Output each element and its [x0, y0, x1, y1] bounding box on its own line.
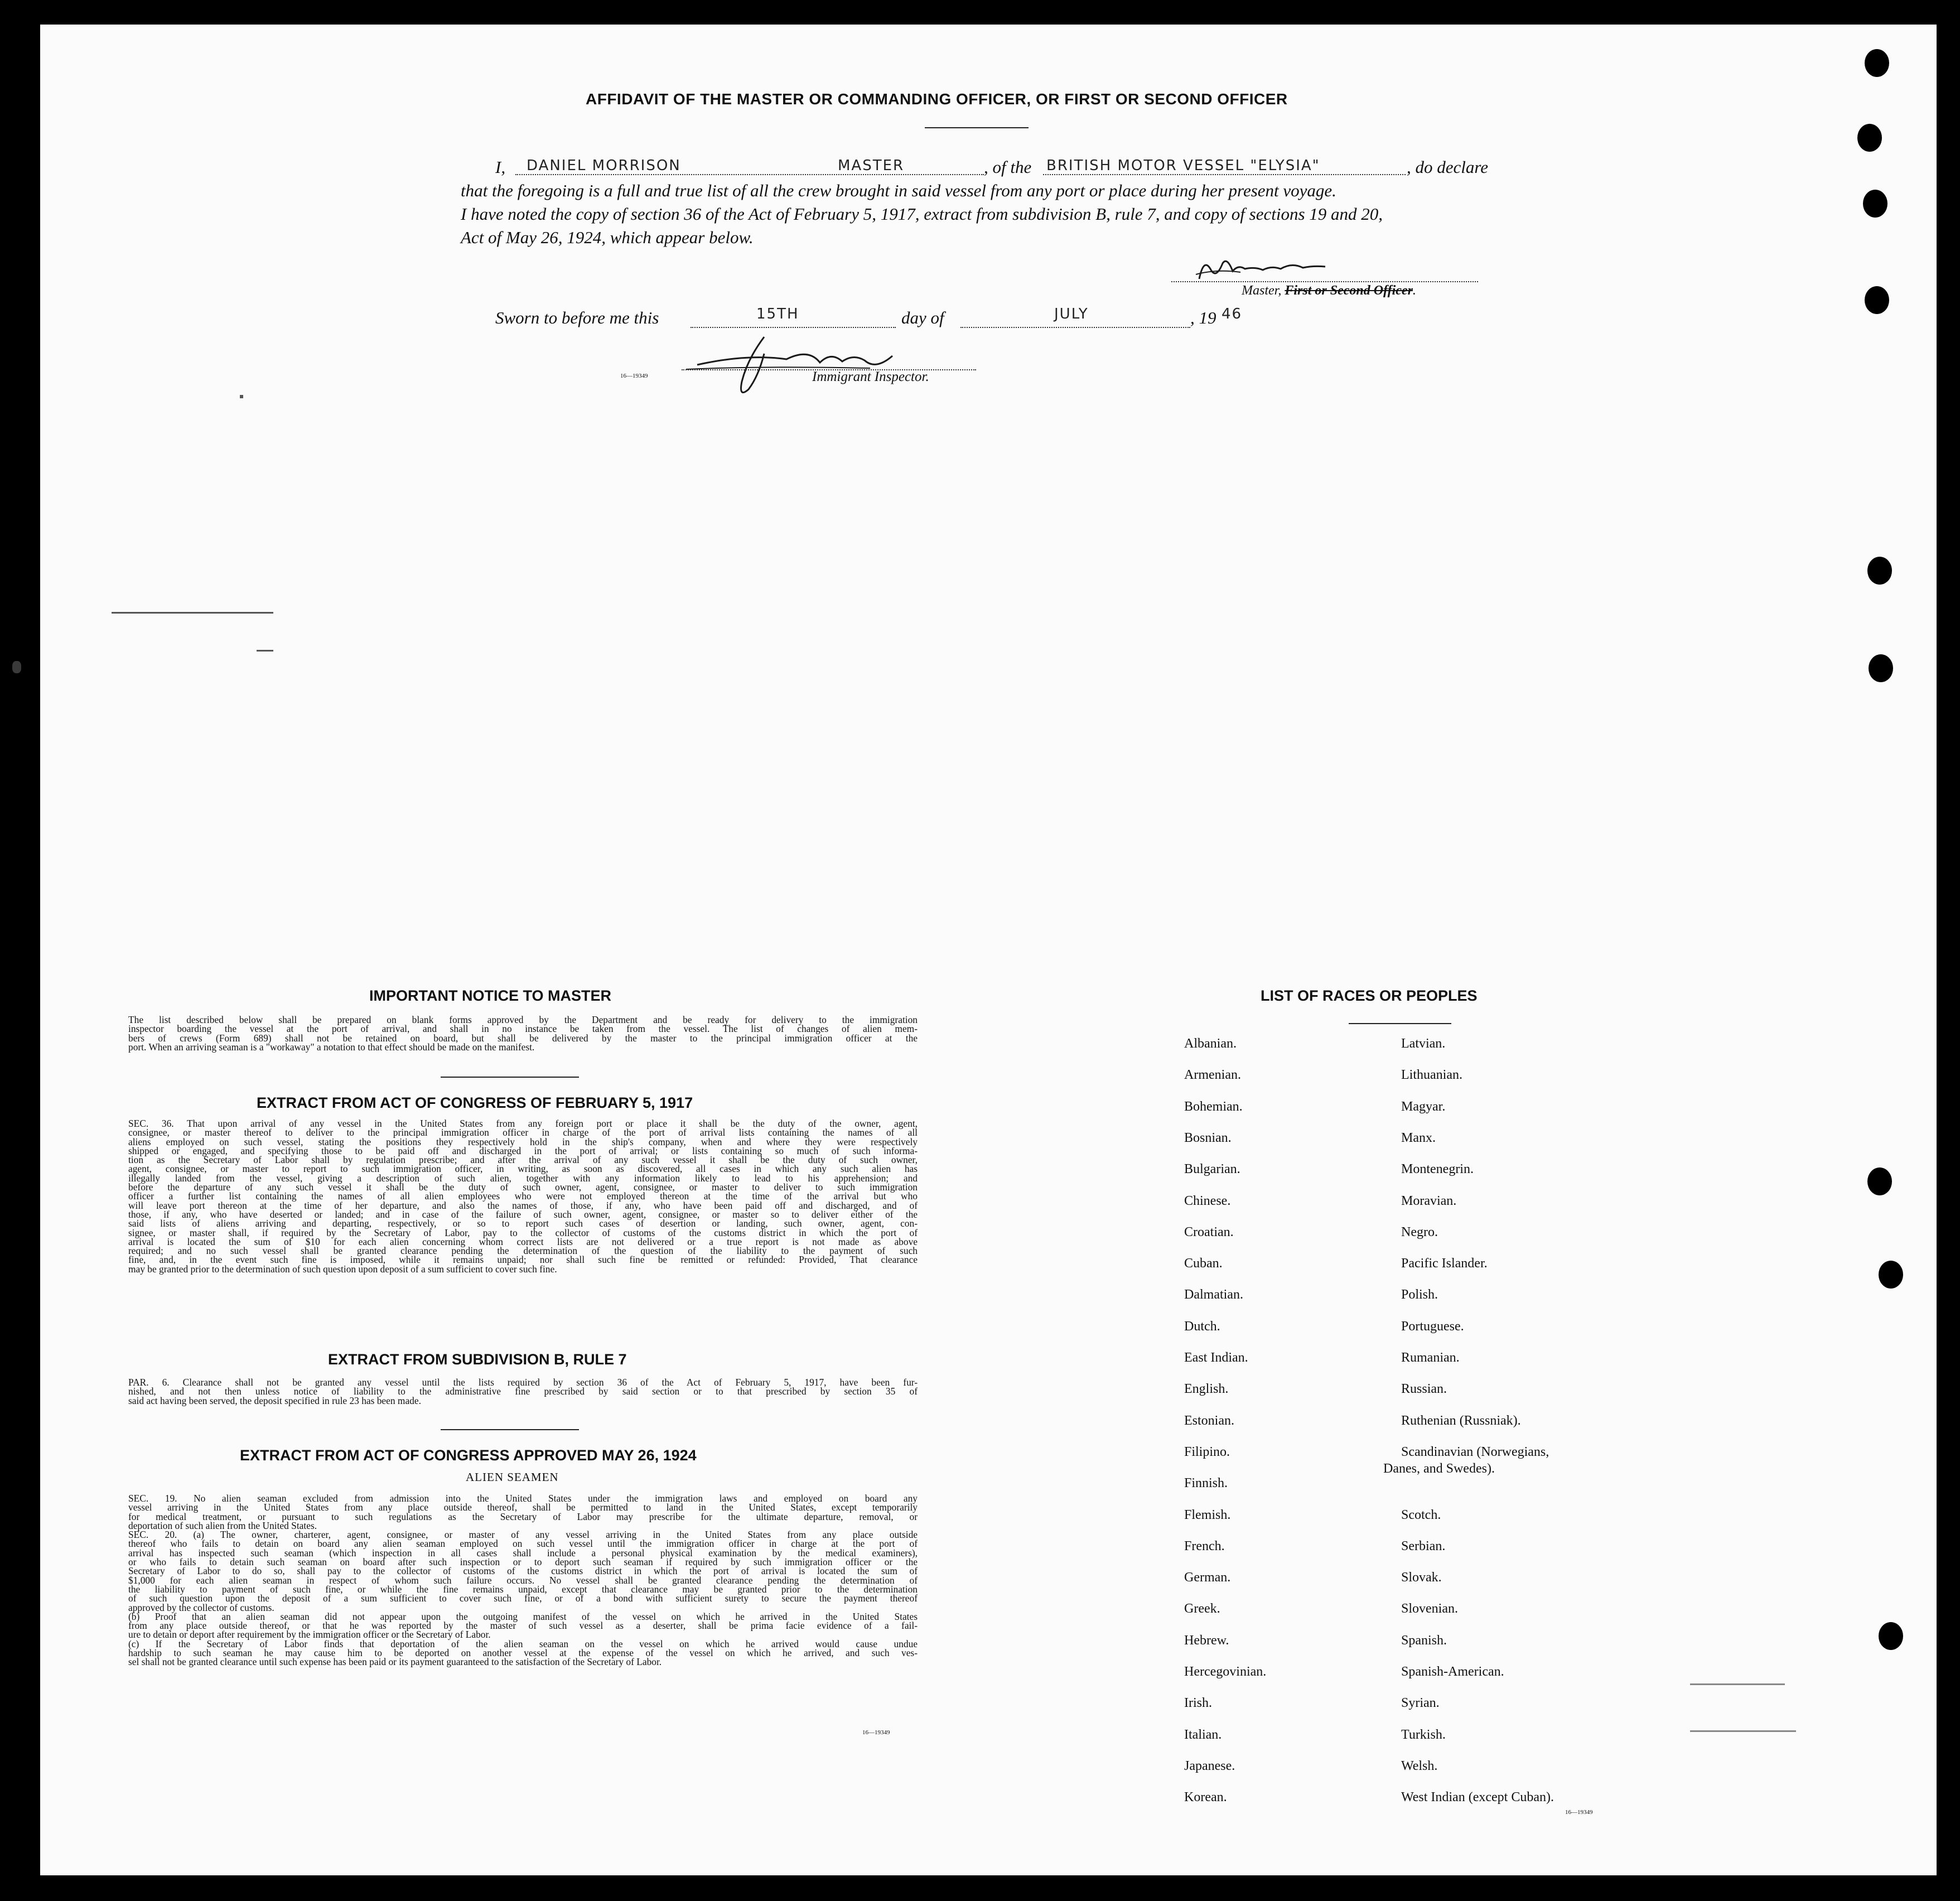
- extract-rule7-title: EXTRACT FROM SUBDIVISION B, RULE 7: [328, 1351, 627, 1368]
- binder-hole: [1865, 286, 1889, 314]
- race-item: English.: [1184, 1382, 1229, 1397]
- sworn-day: 15TH: [756, 306, 799, 322]
- text-line: or who fails to detain such seaman on board after such inspection or to deport such seaman if required by such immigration officer or the: [128, 1556, 918, 1568]
- binder-hole: [1857, 124, 1882, 152]
- extract-1924-text: [128, 1494, 918, 1667]
- race-item: Ruthenian (Russniak).: [1401, 1413, 1521, 1428]
- text-line: vessel arriving in the United States from any place outside thereof, shall be permitted to land in the United States, except temporarily: [128, 1502, 918, 1513]
- race-item: Spanish-American.: [1401, 1664, 1504, 1679]
- race-item: Hercegovinian.: [1184, 1664, 1267, 1679]
- race-item: Welsh.: [1401, 1758, 1438, 1773]
- notice-text: [128, 1015, 918, 1051]
- inspector-signature-line: [682, 353, 976, 370]
- race-item: Bulgarian.: [1184, 1162, 1240, 1177]
- vessel-name: BRITISH MOTOR VESSEL "ELYSIA": [1046, 157, 1320, 174]
- text-line: before the departure of any such vessel it shall be the duty of such owner, agent, consignee, or master to deliver to such immigration: [128, 1181, 918, 1193]
- stray-mark: [257, 650, 273, 652]
- alien-seamen-subtitle: ALIEN SEAMEN: [466, 1470, 559, 1484]
- text-line: agent, consignee, or master to report to such immigration officer, in writing, as soon as discovered, all cases in which any such alien has: [128, 1163, 918, 1175]
- race-item: Filipino.: [1184, 1444, 1230, 1459]
- affidavit-form-number: 16—19349: [620, 373, 648, 379]
- declaration-line-4: Act of May 26, 1924, which appear below.: [461, 228, 754, 247]
- race-item: Manx.: [1401, 1130, 1436, 1145]
- binder-hole: [1869, 654, 1893, 682]
- races-form-number: 16—19349: [1565, 1809, 1593, 1816]
- text-line: illegally landed from the vessel, giving a description of such alien, together with any information likely to lead to his apprehension; and: [128, 1172, 918, 1184]
- text-line: SEC. 36. That upon arrival of any vessel in the United States from any foreign port or place it shall be the duty of the owner, agent,: [128, 1118, 918, 1129]
- of-the-label: , of the: [984, 157, 1032, 177]
- text-line: shipped or engaged, and specifying those to be paid off and discharged in the port of arrival; or lists containing so much of such informa-: [128, 1145, 918, 1156]
- race-item: Pacific Islander.: [1401, 1256, 1488, 1271]
- race-item: Slovenian.: [1401, 1601, 1458, 1617]
- declare-label: , do declare: [1407, 157, 1489, 177]
- race-item: Greek.: [1184, 1601, 1220, 1617]
- race-item: Estonian.: [1184, 1413, 1234, 1428]
- inspector-label: Immigrant Inspector.: [812, 369, 929, 384]
- text-line: of such question upon the deposit of a sum sufficient to cover such fine, or of a bond with sufficient surety to secure the payment thereof: [128, 1593, 918, 1604]
- races-title: LIST OF RACES OR PEOPLES: [1261, 987, 1478, 1004]
- stray-mark: [1690, 1683, 1785, 1685]
- signature-role: [1242, 283, 1416, 298]
- race-item: Hebrew.: [1184, 1633, 1229, 1648]
- race-item: Portuguese.: [1401, 1319, 1464, 1334]
- declaration-prefix: I,: [495, 157, 506, 177]
- race-item: Cuban.: [1184, 1256, 1223, 1271]
- sworn-label: Sworn to before me this: [495, 308, 659, 327]
- text-line: (b) Proof that an alien seaman did not appear upon the outgoing manifest of the vessel on which he arrived in the United States: [128, 1610, 918, 1622]
- text-line: deportation of such alien from the United States.: [128, 1519, 317, 1531]
- text-line: PAR. 6. Clearance shall not be granted any vessel until the lists required by section 36 of the Act of February 5, 1917, have been fur-: [128, 1377, 918, 1388]
- text-line: aliens employed on such vessel, stating the positions they respectively hold in the ship's company, when and where they were respectively: [128, 1136, 918, 1147]
- text-line: Secretary of Labor to do so, shall pay to the collector of customs of the customs district in which the port of arrival is located the sum of: [128, 1565, 918, 1577]
- text-line: required; and no such vessel shall be granted clearance pending the determination of the question of the liability to the payment of such: [128, 1245, 918, 1257]
- text-line: signee, or master shall, if required by the Secretary of Labor, pay to the collector of customs of the customs district in which the port of: [128, 1227, 918, 1238]
- race-item: Irish.: [1184, 1696, 1212, 1711]
- sworn-year: 46: [1222, 306, 1243, 322]
- affidavit-title: AFFIDAVIT OF THE MASTER OR COMMANDING OFFICER, OR FIRST OR SECOND OFFICER: [586, 90, 1288, 108]
- notice-line: The list described below shall be prepared on blank forms approved by the Department and be ready for delivery to the immigration: [128, 1014, 918, 1025]
- stray-mark: [112, 612, 273, 614]
- role-struck-label: First or Second Officer: [1285, 283, 1413, 298]
- role-master-label: Master,: [1242, 283, 1282, 298]
- race-item: Polish.: [1401, 1287, 1438, 1302]
- role-end: .: [1412, 283, 1416, 298]
- race-item: Finnish.: [1184, 1476, 1228, 1491]
- text-line: ure to detain or deport after requirement by the immigration officer or the Secretary of Labor.: [128, 1629, 491, 1641]
- master-rank: MASTER: [838, 157, 905, 174]
- text-line: arrival has inspected such seaman (which inspection in all cases shall include a personal physical examination by the medical examiners),: [128, 1547, 918, 1559]
- declaration-line-2: that the foregoing is a full and true list of all the crew brought in said vessel from any port or place during her present voyage.: [461, 181, 1336, 200]
- race-item: Korean.: [1184, 1790, 1227, 1805]
- text-line: nished, and not then unless notice of liability to the administrative fine prescribed by said section or to that prescribed by section 35 of: [128, 1386, 918, 1397]
- text-line: may be granted prior to the determination of such question upon deposit of a sum sufficient to cover such fine.: [128, 1263, 557, 1275]
- text-line: thereof who fails to detain on board any alien seaman employed on such vessel until the immigration officer in charge at the port of: [128, 1538, 918, 1550]
- race-item: Italian.: [1184, 1727, 1222, 1742]
- binder-hole: [1879, 1261, 1903, 1289]
- text-line: approved by the collector of customs.: [128, 1601, 274, 1613]
- text-line: sel shall not be granted clearance until such expense has been paid or its payment guaranteed to the satisfaction of the Secretary of Labor.: [128, 1656, 662, 1668]
- text-line: said lists of aliens arriving and departing, respectively, or so to report such cases of desertion or landing, such owner, agent, con-: [128, 1218, 918, 1229]
- master-signature-line: [1171, 264, 1478, 282]
- title-underline: [925, 127, 1029, 128]
- race-item: Rumanian.: [1401, 1350, 1460, 1365]
- race-item: Bohemian.: [1184, 1099, 1243, 1114]
- race-item: Dutch.: [1184, 1319, 1220, 1334]
- sworn-month: JULY: [1054, 306, 1089, 322]
- race-item: Japanese.: [1184, 1758, 1235, 1773]
- binder-hole: [1867, 557, 1892, 585]
- extract-rule7-text: [128, 1378, 918, 1405]
- binder-hole: [1863, 190, 1887, 218]
- race-item: Latvian.: [1401, 1036, 1446, 1051]
- race-item: German.: [1184, 1570, 1231, 1585]
- extract-1917-text: [128, 1119, 918, 1273]
- race-item: Croatian.: [1184, 1224, 1234, 1239]
- text-line: SEC. 20. (a) The owner, charterer, agent, consignee, or master of any vessel arriving in the United States from any place outside: [128, 1529, 918, 1541]
- race-item: Chinese.: [1184, 1193, 1231, 1208]
- text-line: said act having been served, the deposit specified in rule 23 has been made.: [128, 1395, 421, 1406]
- binder-hole: [1879, 1622, 1903, 1650]
- section-divider: [441, 1077, 579, 1078]
- binder-hole: [1867, 1167, 1892, 1195]
- race-item: Danes, and Swedes).: [1383, 1461, 1495, 1476]
- race-item: East Indian.: [1184, 1350, 1248, 1365]
- text-line: officer a further list containing the names of all alien employees who were not employed thereon at the time of the arrival but who: [128, 1190, 918, 1202]
- race-item: Montenegrin.: [1401, 1162, 1474, 1177]
- text-line: $1,000 for each alien seaman in respect of whom such failure occurs. No vessel shall be granted clearance pending the determination of: [128, 1574, 918, 1586]
- race-item: Negro.: [1401, 1224, 1438, 1239]
- binder-hole: [1865, 49, 1889, 77]
- race-item: Serbian.: [1401, 1538, 1446, 1553]
- race-item: Scotch.: [1401, 1507, 1441, 1522]
- race-item: French.: [1184, 1538, 1225, 1553]
- text-line: tion as the Secretary of Labor shall by regulation prescribe; and after the arrival of any such vessel it shall be the duty of such owner,: [128, 1154, 918, 1166]
- notice-line: inspector boarding the vessel at the port of arrival, and shall in no instance be taken from the vessel. The list of changes of alien mem-: [128, 1023, 918, 1035]
- race-item: Slovak.: [1401, 1570, 1442, 1585]
- race-item: Syrian.: [1401, 1696, 1440, 1711]
- text-line: arrival is located the sum of $10 for each alien concerning whom correct lists are not delivered or a true report is not made as above: [128, 1236, 918, 1247]
- race-item: West Indian (except Cuban).: [1401, 1790, 1554, 1805]
- extract-1917-title: EXTRACT FROM ACT OF CONGRESS OF FEBRUARY 5, 1917: [257, 1094, 693, 1111]
- day-of-label: day of: [901, 308, 944, 327]
- notice-line: bers of crews (Form 689) shall not be retained on board, but shall be delivered by the master to the principal immigration officer at the: [128, 1032, 918, 1044]
- race-item: Turkish.: [1401, 1727, 1446, 1742]
- year-prefix: , 19: [1190, 308, 1216, 327]
- extract-1924-title: EXTRACT FROM ACT OF CONGRESS APPROVED MAY 26, 1924: [240, 1447, 697, 1464]
- section-divider: [441, 1429, 579, 1430]
- text-line: hardship to such seaman he may cause him to be deported on another vessel at the expense of the vessel on which he arrived, and such ves-: [128, 1647, 918, 1659]
- race-item: Armenian.: [1184, 1068, 1241, 1083]
- text-line: for medical treatment, or pursuant to such regulations as the Secretary of Labor may prescribe for the ultimate departure, removal, or: [128, 1511, 918, 1522]
- notice-line: port. When an arriving seaman is a "workaway" a notation to that effect should be made on the manifest.: [128, 1041, 535, 1053]
- text-line: from any place outside thereof, or that he was reported by the master of such vessel as a deserter, shall be prima facie evidence of a fail-: [128, 1620, 918, 1632]
- text-line: consignee, or master thereof to deliver to the principal immigration officer in charge of the port of arrival lists containing the names of all: [128, 1127, 918, 1138]
- race-item: Russian.: [1401, 1382, 1447, 1397]
- race-item: Albanian.: [1184, 1036, 1237, 1051]
- race-item: Flemish.: [1184, 1507, 1231, 1522]
- race-item: Moravian.: [1401, 1193, 1457, 1208]
- stray-mark: [1690, 1730, 1796, 1732]
- master-name: DANIEL MORRISON: [527, 157, 681, 174]
- race-item: Scandinavian (Norwegians,: [1401, 1444, 1549, 1459]
- race-item: Bosnian.: [1184, 1130, 1232, 1145]
- text-line: SEC. 19. No alien seaman excluded from admission into the United States under the immigration laws and employed on board any: [128, 1493, 918, 1504]
- races-underline: [1349, 1023, 1451, 1024]
- text-line: the liability to payment of such fine, or while the fine remains unpaid, except that clearance may be granted prior to the determination: [128, 1583, 918, 1595]
- text-line: fine, and, in the event such fine is imposed, while it remains unpaid; nor shall such fine be remitted or refunded: Provided, That clearance: [128, 1254, 918, 1266]
- text-line: those, if any, who have deserted or landed; and in case of the failure of such owner, agent, consignee, or master so to deliver either of the: [128, 1208, 918, 1220]
- race-item: Lithuanian.: [1401, 1068, 1462, 1083]
- notice-title: IMPORTANT NOTICE TO MASTER: [369, 987, 611, 1004]
- stray-mark: [12, 661, 21, 673]
- race-item: Magyar.: [1401, 1099, 1446, 1114]
- stray-mark: [240, 395, 243, 398]
- race-item: Spanish.: [1401, 1633, 1447, 1648]
- declaration-line-3: I have noted the copy of section 36 of the Act of February 5, 1917, extract from subdivision B, rule 7, and copy of sections 19 and 20,: [461, 204, 1383, 224]
- extract-form-number: 16—19349: [862, 1729, 890, 1736]
- text-line: will leave port thereon at the time of her departure, and also the names of those, if any, who have been paid off and discharged, and of: [128, 1199, 918, 1211]
- text-line: (c) If the Secretary of Labor finds that deportation of the alien seaman on the vessel on which he arrived would cause undue: [128, 1638, 918, 1649]
- race-item: Dalmatian.: [1184, 1287, 1243, 1302]
